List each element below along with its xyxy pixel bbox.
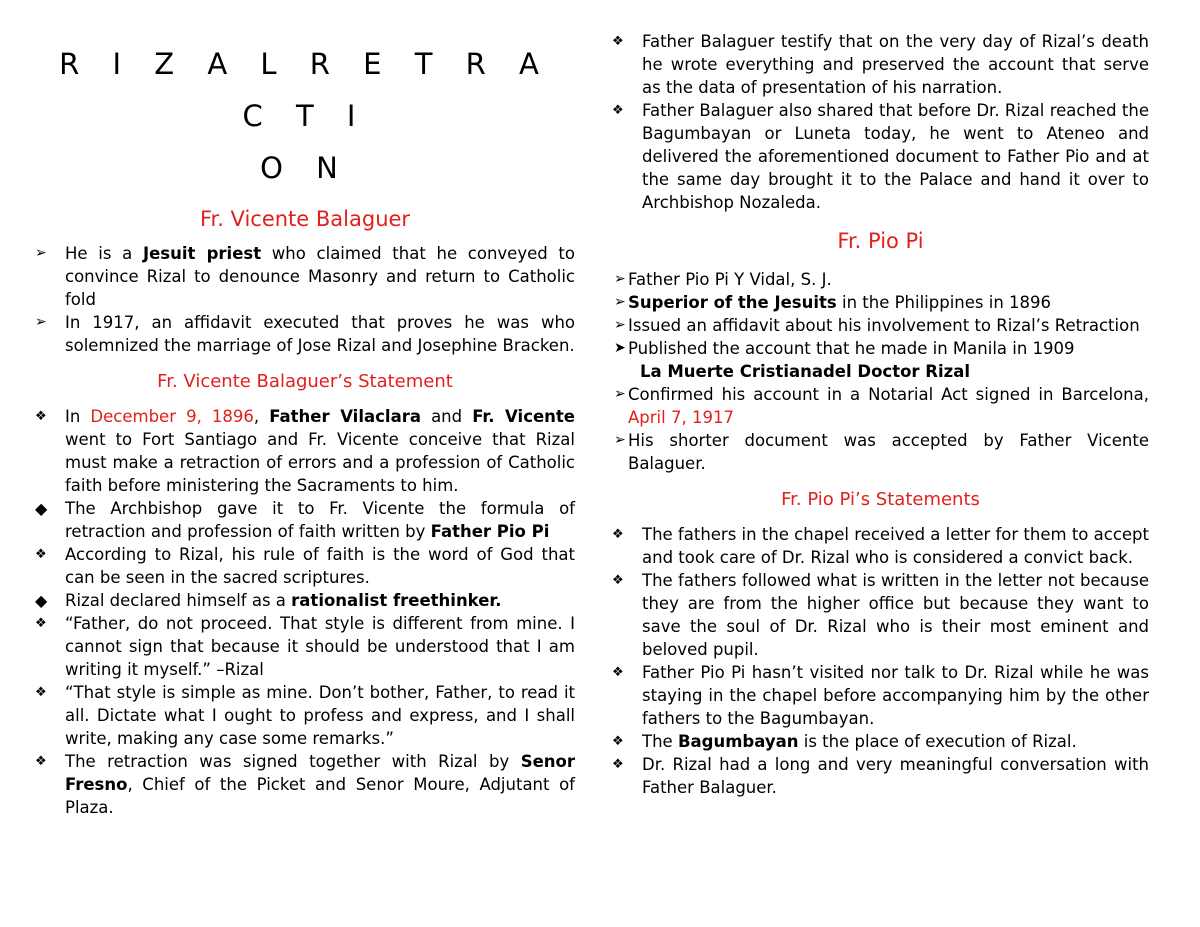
item-text: Father Balaguer also shared that before Dr. Rizal reached the Bagumbayan or Luneta today, he went to Ateneo and delivered the aforementioned document to Father Pio and at the same day brought it to the Palace and hand it over to Archbishop Nozaleda. [642,101,1149,212]
item-text: His shorter document was accepted by Father Vicente Balaguer. [628,431,1149,473]
list-item [35,750,575,819]
heading-vicente-balaguer: Fr. Vicente Balaguer [199,207,411,231]
item-text: , Chief of the Picket and Senor Moure, Adjutant of Plaza. [65,775,575,817]
diamond-solid-bullet-icon: ◆ [35,591,48,610]
item-text: “That style is simple as mine. Don’t bother, Father, to read it all. Dictate what I ought to profess and express, and I shall write, making any case some remarks.” [65,683,575,748]
item-text: The fathers followed what is written in the letter not because they are from the higher office but because they want to save the soul of Dr. Rizal who is their most eminent and beloved pupil. [642,571,1149,659]
list-item [612,314,1149,337]
item-text: “Father, do not proceed. That style is different from mine. I cannot sign that because it should be understood that I am writing it myself.” –Rizal [65,614,575,679]
jesuit-priest-bold: Jesuit priest [142,244,262,263]
diamond-bullet-icon: ❖ [35,685,47,700]
list-item [612,99,1149,214]
item-text: Confirmed his account in a Notarial Act signed in Barcelona, [628,385,1149,404]
arrow-bullet-icon: ➢ [614,386,626,402]
item-text: who claimed that he conveyed to convince Rizal to denounce Masonry and return to Catholic fold [65,244,575,309]
list-item [612,268,1149,291]
item-text: is the place of execution of Rizal. [798,732,1077,751]
arrow-bold-bullet-icon: ➤ [614,340,626,356]
title-line-2: O N [260,151,350,185]
balaguer-continued-list [612,30,1149,214]
list-item [612,523,1149,569]
diamond-bullet-icon: ❖ [612,665,624,680]
diamond-bullet-icon: ❖ [35,754,47,769]
item-text: Dr. Rizal had a long and very meaningful conversation with Father Balaguer. [642,755,1149,797]
bold-phrase: rationalist freethinker. [291,591,502,610]
heading-balaguer-statement: Fr. Vicente Balaguer’s Statement [157,371,453,392]
item-text: He is a [65,244,143,263]
bold-name: Senor Fresno [65,752,575,794]
item-text: Rizal declared himself as a [65,591,292,610]
list-item [35,311,575,357]
list-item [35,242,575,311]
diamond-solid-bullet-icon: ◆ [35,499,48,518]
list-item [35,497,575,543]
item-text: In [65,407,91,426]
list-item [612,569,1149,661]
diamond-bullet-icon: ❖ [612,757,624,772]
list-item [35,681,575,750]
book-title-bold: La Muerte Cristianadel Doctor Rizal [640,362,971,381]
list-item [35,589,575,612]
diamond-bullet-icon: ❖ [35,547,47,562]
item-text: Published the account that he made in Manila in 1909 [628,339,1075,358]
date-red: December 9, 1896 [90,407,254,426]
arrow-bullet-icon: ➢ [35,245,47,261]
item-text: The fathers in the chapel received a letter for them to accept and took care of Dr. Rizal who is considered a convict back. [642,525,1149,567]
arrow-bullet-icon: ➢ [614,294,626,310]
bold-name: Fr. Vicente [472,407,575,426]
item-text: , [253,407,270,426]
list-item [612,730,1149,753]
item-text: In 1917, an affidavit executed that proves he was who solemnized the marriage of Jose Rizal and Josephine Bracken. [65,313,575,355]
title-line-1: R I Z A L R E T R A C T I [59,47,551,133]
date-red: April 7, 1917 [628,408,734,427]
balaguer-statement-list [35,405,575,819]
arrow-bullet-icon: ➢ [614,271,626,287]
left-column [35,0,575,819]
item-text: The [642,732,678,751]
item-text: and [420,407,473,426]
diamond-bullet-icon: ❖ [612,103,624,118]
bold-name: Father Vilaclara [269,407,421,426]
heading-pio-pi-statements: Fr. Pio Pi’s Statements [781,489,980,510]
item-text: went to Fort Santiago and Fr. Vicente conceive that Rizal must make a retraction of errors and a profession of Catholic faith before ministering the Sacraments to him. [65,430,575,495]
document-title [35,38,575,194]
list-item [35,405,575,497]
diamond-bullet-icon: ❖ [35,616,47,631]
arrow-bullet-icon: ➢ [614,317,626,333]
item-text: Issued an affidavit about his involvement to Rizal’s Retraction [628,316,1140,335]
pio-pi-bio-list [612,268,1149,475]
item-text: Father Pio Pi Y Vidal, S. J. [628,270,832,289]
list-item [612,429,1149,475]
list-item [35,612,575,681]
item-text: Father Balaguer testify that on the very day of Rizal’s death he wrote everything and preserved the account that serve as the data of presentation of his narration. [642,32,1149,97]
right-column [612,30,1149,799]
list-item [612,337,1149,383]
bold-place: Bagumbayan [677,732,799,751]
arrow-bullet-icon: ➢ [35,314,47,330]
diamond-bullet-icon: ❖ [35,409,47,424]
list-item [612,383,1149,429]
diamond-bullet-icon: ❖ [612,734,624,749]
list-item [612,291,1149,314]
diamond-bullet-icon: ❖ [612,527,624,542]
item-text: The retraction was signed together with Rizal by [65,752,521,771]
list-item [612,753,1149,799]
bold-name: Father Pio Pi [430,522,550,541]
pio-pi-statements-list [612,523,1149,799]
balaguer-bio-list [35,242,575,357]
arrow-bullet-icon: ➢ [614,432,626,448]
list-item [35,543,575,589]
list-item [612,661,1149,730]
diamond-bullet-icon: ❖ [612,573,624,588]
heading-pio-pi: Fr. Pio Pi [837,229,924,253]
item-text: in the Philippines in 1896 [836,293,1052,312]
item-text: According to Rizal, his rule of faith is the word of God that can be seen in the sacred scriptures. [65,545,575,587]
item-text: Father Pio Pi hasn’t visited nor talk to Dr. Rizal while he was staying in the chapel before accompanying him by the other fathers to the Bagumbayan. [642,663,1149,728]
item-text: The Archbishop gave it to Fr. Vicente the formula of retraction and profession of faith written by [65,499,575,541]
bold-phrase: Superior of the Jesuits [628,293,837,312]
list-item [612,30,1149,99]
diamond-bullet-icon: ❖ [612,34,624,49]
